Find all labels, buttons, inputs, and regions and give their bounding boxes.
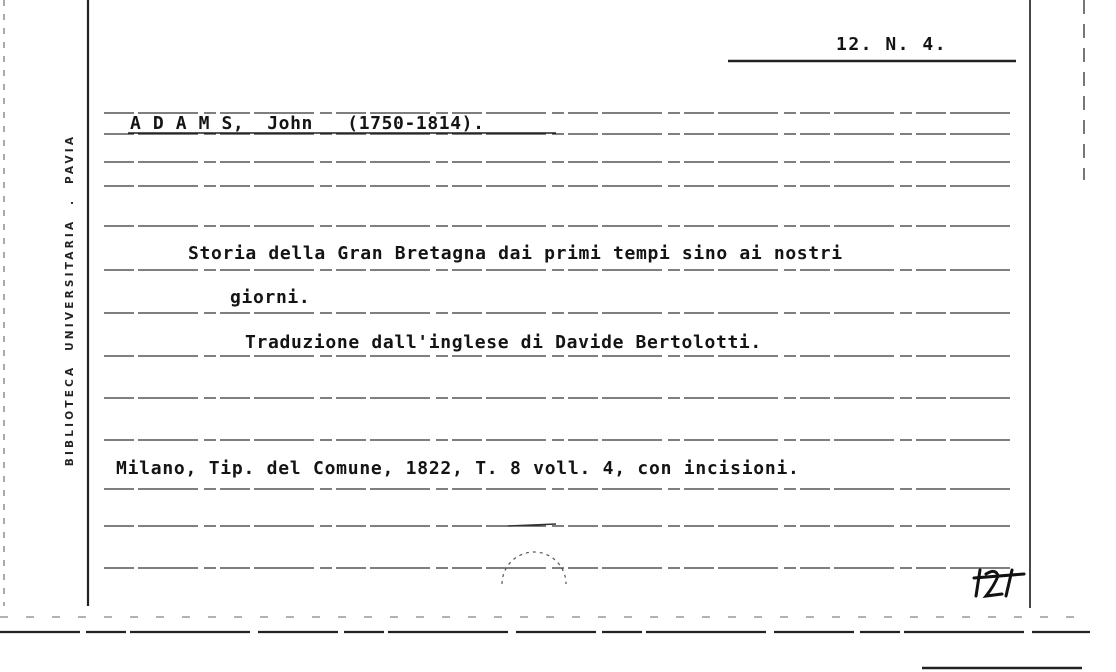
- title-line-1: Storia della Gran Bretagna dai primi tempi sino ai nostri: [188, 243, 843, 264]
- library-stamp: BIBLIOTECA UNIVERSITARIA . PAVIA: [64, 133, 76, 467]
- call-number: 12. N. 4.: [836, 34, 948, 55]
- title-line-2: giorni.: [230, 287, 311, 308]
- handwritten-mark: [972, 566, 1032, 600]
- imprint-line: Milano, Tip. del Comune, 1822, T. 8 voll. 4, con incisioni.: [116, 458, 800, 479]
- translation-note: Traduzione dall'inglese di Davide Bertolotti.: [245, 332, 762, 353]
- author-heading: A D A M S, John (1750-1814).: [130, 113, 485, 134]
